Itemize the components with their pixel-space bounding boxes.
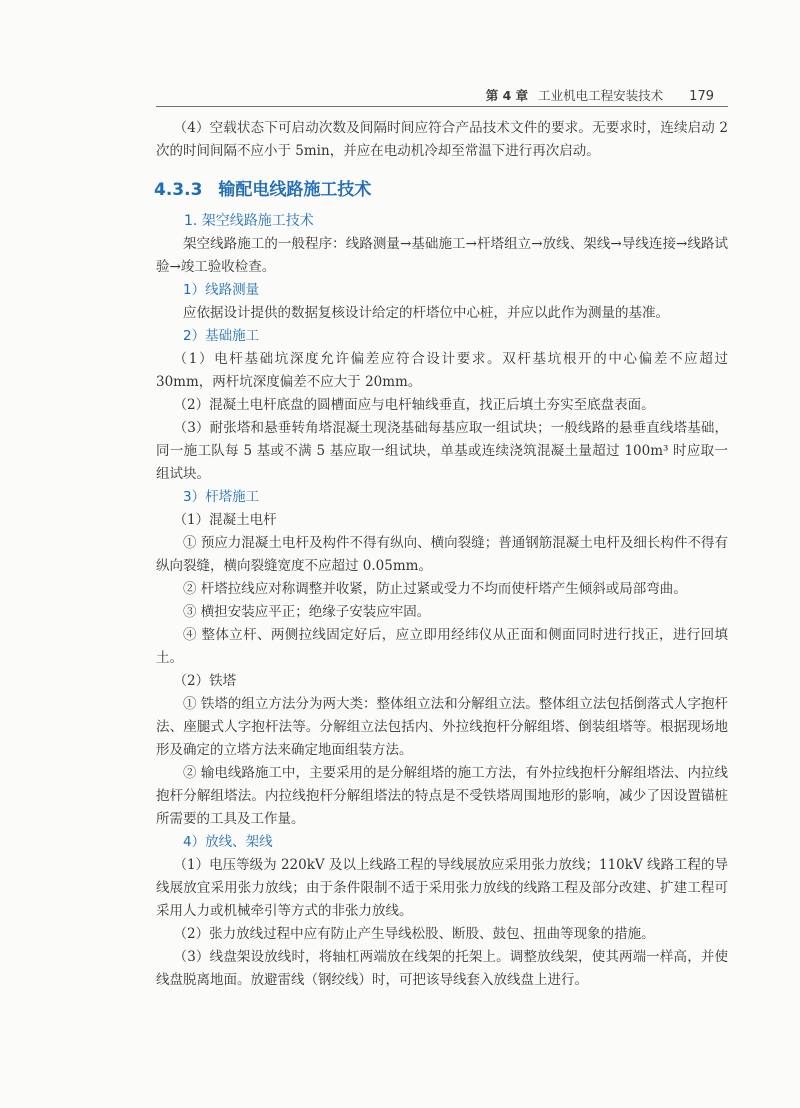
- paragraph: （2）混凝土电杆底盘的圆槽面应与电杆轴线垂直，找正后填土夯实至底盘表面。: [173, 397, 655, 413]
- paragraph: ③ 横担安装应平正；绝缘子安装应牢固。: [183, 604, 431, 620]
- chapter-label: 第 4 章: [485, 88, 529, 103]
- paragraph: ① 铁塔的组立方法分为两大类：整体组立法和分解组立法。整体组立法包括倒落式人字抱杆法、座腿式人字抱杆法等。分解组立法包括内、外拉线抱杆分解组塔、倒装组塔等。根据现场地形及确定的立塔方法来确定地面组装方法。: [156, 696, 728, 758]
- running-header: [486, 86, 714, 104]
- paragraph: （1）电杆基础坑深度允许偏差应符合设计要求。双杆基坑根开的中心偏差不应超过 30mm，两杆坑深度偏差不应大于 20mm。: [156, 351, 728, 390]
- page-body: [156, 117, 728, 992]
- paragraph: ② 杆塔拉线应对称调整并收紧，防止过紧或受力不均而使杆塔产生倾斜或局部弯曲。: [183, 581, 687, 597]
- minor-heading: 4）放线、架线: [183, 834, 273, 850]
- paragraph: （3）耐张塔和悬垂转角塔混凝土现浇基础每基应取一组试块；一般线路的悬垂直线塔基础，同一施工队每 5 基或不满 5 基应取一组试块，单基或连续浇筑混凝土量超过 100m³ 时应取一组试块。: [156, 420, 728, 482]
- paragraph: （1）电压等级为 220kV 及以上线路工程的导线展放应采用张力放线；110kV 线路工程的导线展放宜采用张力放线；由于条件限制不适于采用张力放线的线路工程及部分改建、扩建工程可采用人力或机械牵引等方式的非张力放线。: [156, 857, 728, 919]
- paragraph: 架空线路施工的一般程序：线路测量→基础施工→杆塔组立→放线、架线→导线连接→线路试验→竣工验收检查。: [156, 236, 728, 275]
- paragraph: （2）铁塔: [173, 673, 237, 689]
- section-number: 4.3.3: [154, 180, 203, 200]
- section-title: 输配电线路施工技术: [218, 180, 372, 200]
- paragraph: ② 输电线路施工中，主要采用的是分解组塔的施工方法，有外拉线抱杆分解组塔法、内拉线抱杆分解组塔法。内拉线抱杆分解组塔法的特点是不受铁塔周围地形的影响，减少了因设置锚桩所需要的工具及工作量。: [156, 765, 728, 827]
- minor-heading: 1）线路测量: [183, 282, 260, 298]
- minor-heading: 2）基础施工: [183, 328, 260, 344]
- chapter-title: 工业机电工程安装技术: [538, 88, 664, 103]
- paragraph: （1）混凝土电杆: [173, 512, 277, 528]
- paragraph: ④ 整体立杆、两侧拉线固定好后，应立即用经纬仪从正面和侧面同时进行找正，进行回填土。: [156, 627, 728, 666]
- paragraph: ① 预应力混凝土电杆及构件不得有纵向、横向裂缝；普通钢筋混凝土电杆及细长构件不得有纵向裂缝，横向裂缝宽度不应超过 0.05mm。: [156, 535, 728, 574]
- header-rule: [156, 106, 728, 107]
- section-heading: [154, 179, 728, 201]
- paragraph: （4）空载状态下可启动次数及间隔时间应符合产品技术文件的要求。无要求时，连续启动 2 次的时间间隔不应小于 5min，并应在电动机冷却至常温下进行再次启动。: [156, 120, 728, 159]
- paragraph: （2）张力放线过程中应有防止产生导线松股、断股、鼓包、扭曲等现象的措施。: [173, 926, 655, 942]
- minor-heading: 3）杆塔施工: [183, 489, 260, 505]
- paragraph: 应依据设计提供的数据复核设计给定的杆塔位中心桩，并应以此作为测量的基准。: [183, 305, 669, 321]
- subsection-heading: 1. 架空线路施工技术: [184, 213, 314, 229]
- paragraph: （3）线盘架设放线时，将轴杠两端放在线架的托架上。调整放线架，使其两端一样高，并使线盘脱离地面。放避雷线（钢绞线）时，可把该导线套入放线盘上进行。: [156, 949, 728, 988]
- page-number: 179: [689, 89, 714, 104]
